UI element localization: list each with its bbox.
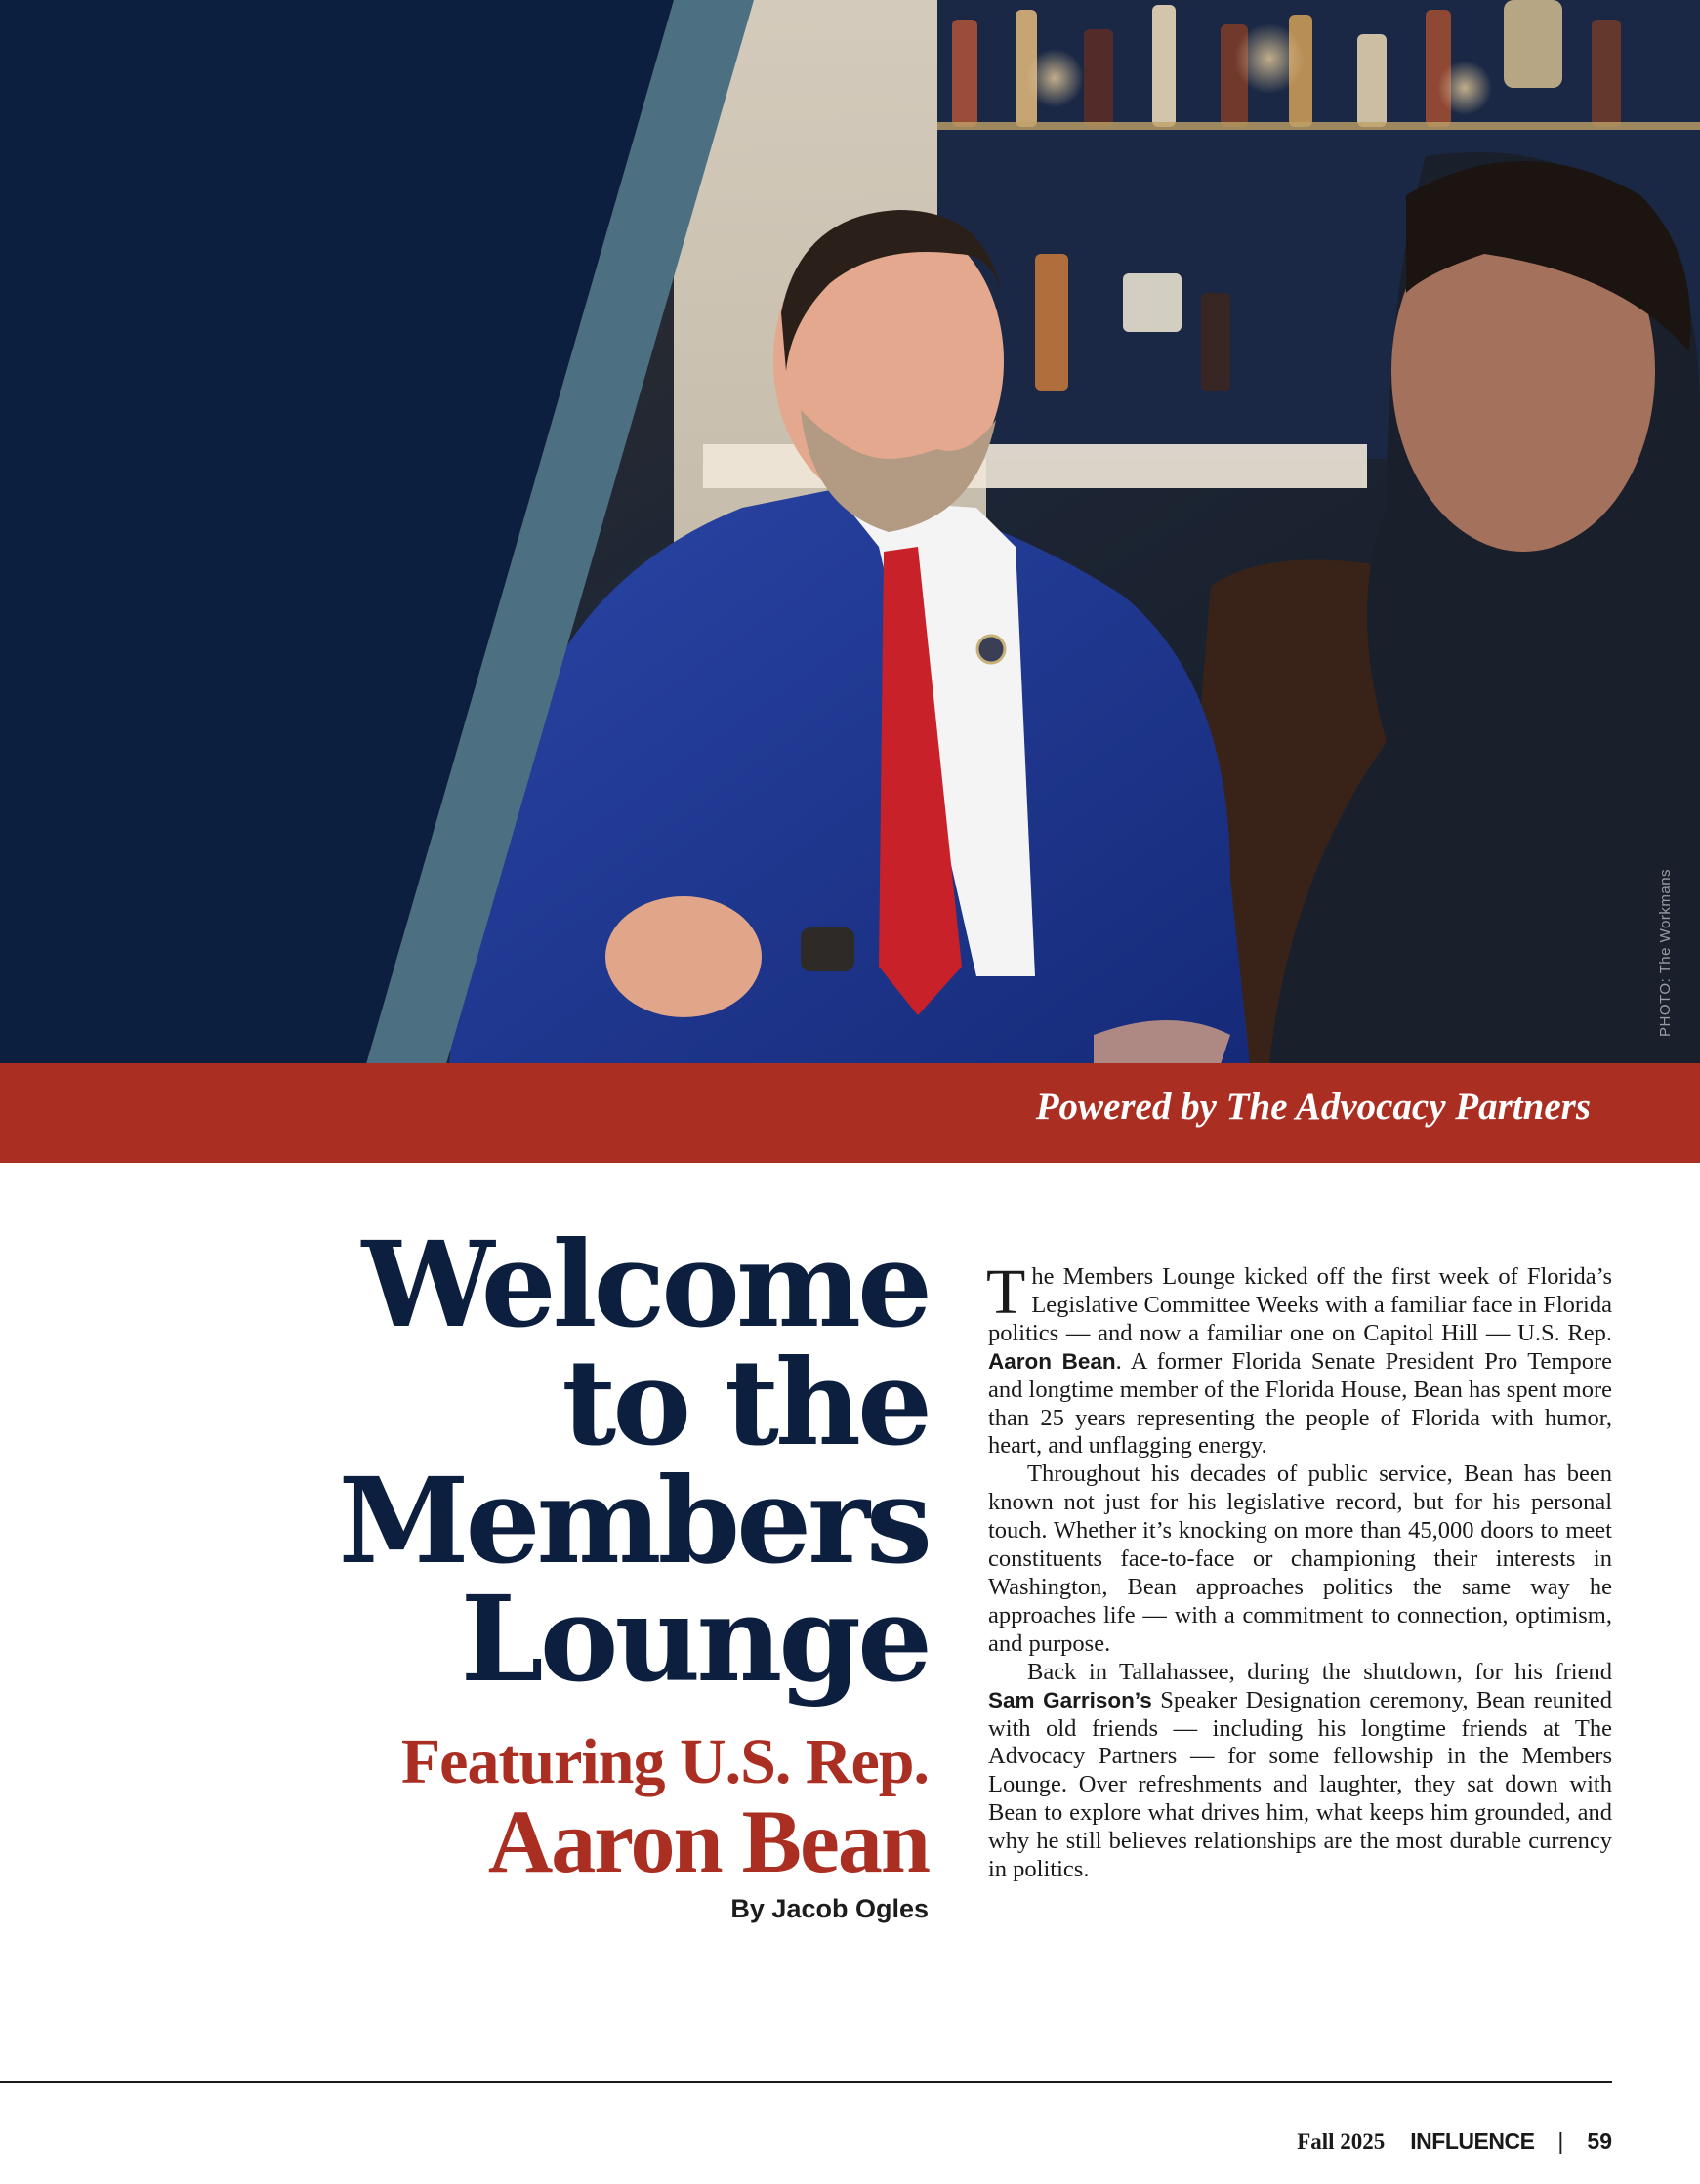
headline-line-3: Members [338, 1451, 929, 1590]
folio-season: Fall 2025 [1297, 2128, 1386, 2154]
headline-line-1: Welcome [361, 1215, 929, 1354]
paragraph-1 [986, 1257, 1612, 1461]
folio [1297, 2128, 1612, 2155]
sponsor-banner [0, 1063, 1700, 1163]
photo-credit: PHOTO: The Workmans [1657, 868, 1674, 1037]
sponsor-banner-text: Powered by The Advocacy Partners [1035, 1086, 1591, 1128]
hero-illustration [0, 0, 1700, 1064]
headline-line-4: Lounge [460, 1569, 929, 1709]
paragraph-1-bold-name: Aaron Bean [988, 1348, 1116, 1374]
paragraph-1-text-b: . A former Florida Senate President Pro Tempore and longtime member of the Florida House, Bean has spent more than 25 years representing the people of Florida with humor, heart, and unflagging energy. [988, 1347, 1612, 1460]
paragraph-3-text-a: Back in Tallahassee, during the shutdown, for his friend [1027, 1658, 1612, 1685]
folio-separator: | [1557, 2128, 1564, 2154]
paragraph-3 [988, 1659, 1612, 1884]
byline: By Jacob Ogles [730, 1894, 929, 1923]
paragraph-3-text-b: Speaker Designation ceremony, Bean reunited with old friends — including his longtime friends at The Advocacy Partners — for some fellowship in the Members Lounge. Over refreshments and laughter, they sat down with Bean to explore what drives him, what keeps him grounded, and why he still believes relationships are the most durable currency in politics. [988, 1686, 1612, 1883]
headline [245, 1215, 929, 1709]
paragraph-3-bold-name: Sam Garrison’s [988, 1687, 1152, 1712]
footer-rule [0, 2081, 1612, 2083]
folio-magazine: INFLUENCE [1410, 2128, 1535, 2154]
drop-cap: T [986, 1257, 1026, 1328]
paragraph-2: Throughout his decades of public service, Bean has been known not just for his legislative record, but for his personal touch. Whether it’s knocking on more than 45,000 doors to meet constituents face-to-face or championing their interests in Washington, Bean approaches politics the same way he approaches life — with a commitment to connection, optimism, and purpose. [988, 1461, 1612, 1657]
featuring-subhead: Featuring U.S. Rep. [400, 1726, 929, 1797]
folio-page-number: 59 [1587, 2128, 1612, 2154]
paragraph-1-text-a: he Members Lounge kicked off the first week of Florida’s Legislative Committee Weeks with a familiar face in Florida politics — and now a familiar one on Capitol Hill — U.S. Rep. [988, 1263, 1612, 1346]
featured-name: Aaron Bean [487, 1792, 929, 1891]
hero-photo [0, 0, 1700, 1064]
article-body [986, 1257, 1612, 1884]
headline-line-2: to the [561, 1333, 929, 1472]
